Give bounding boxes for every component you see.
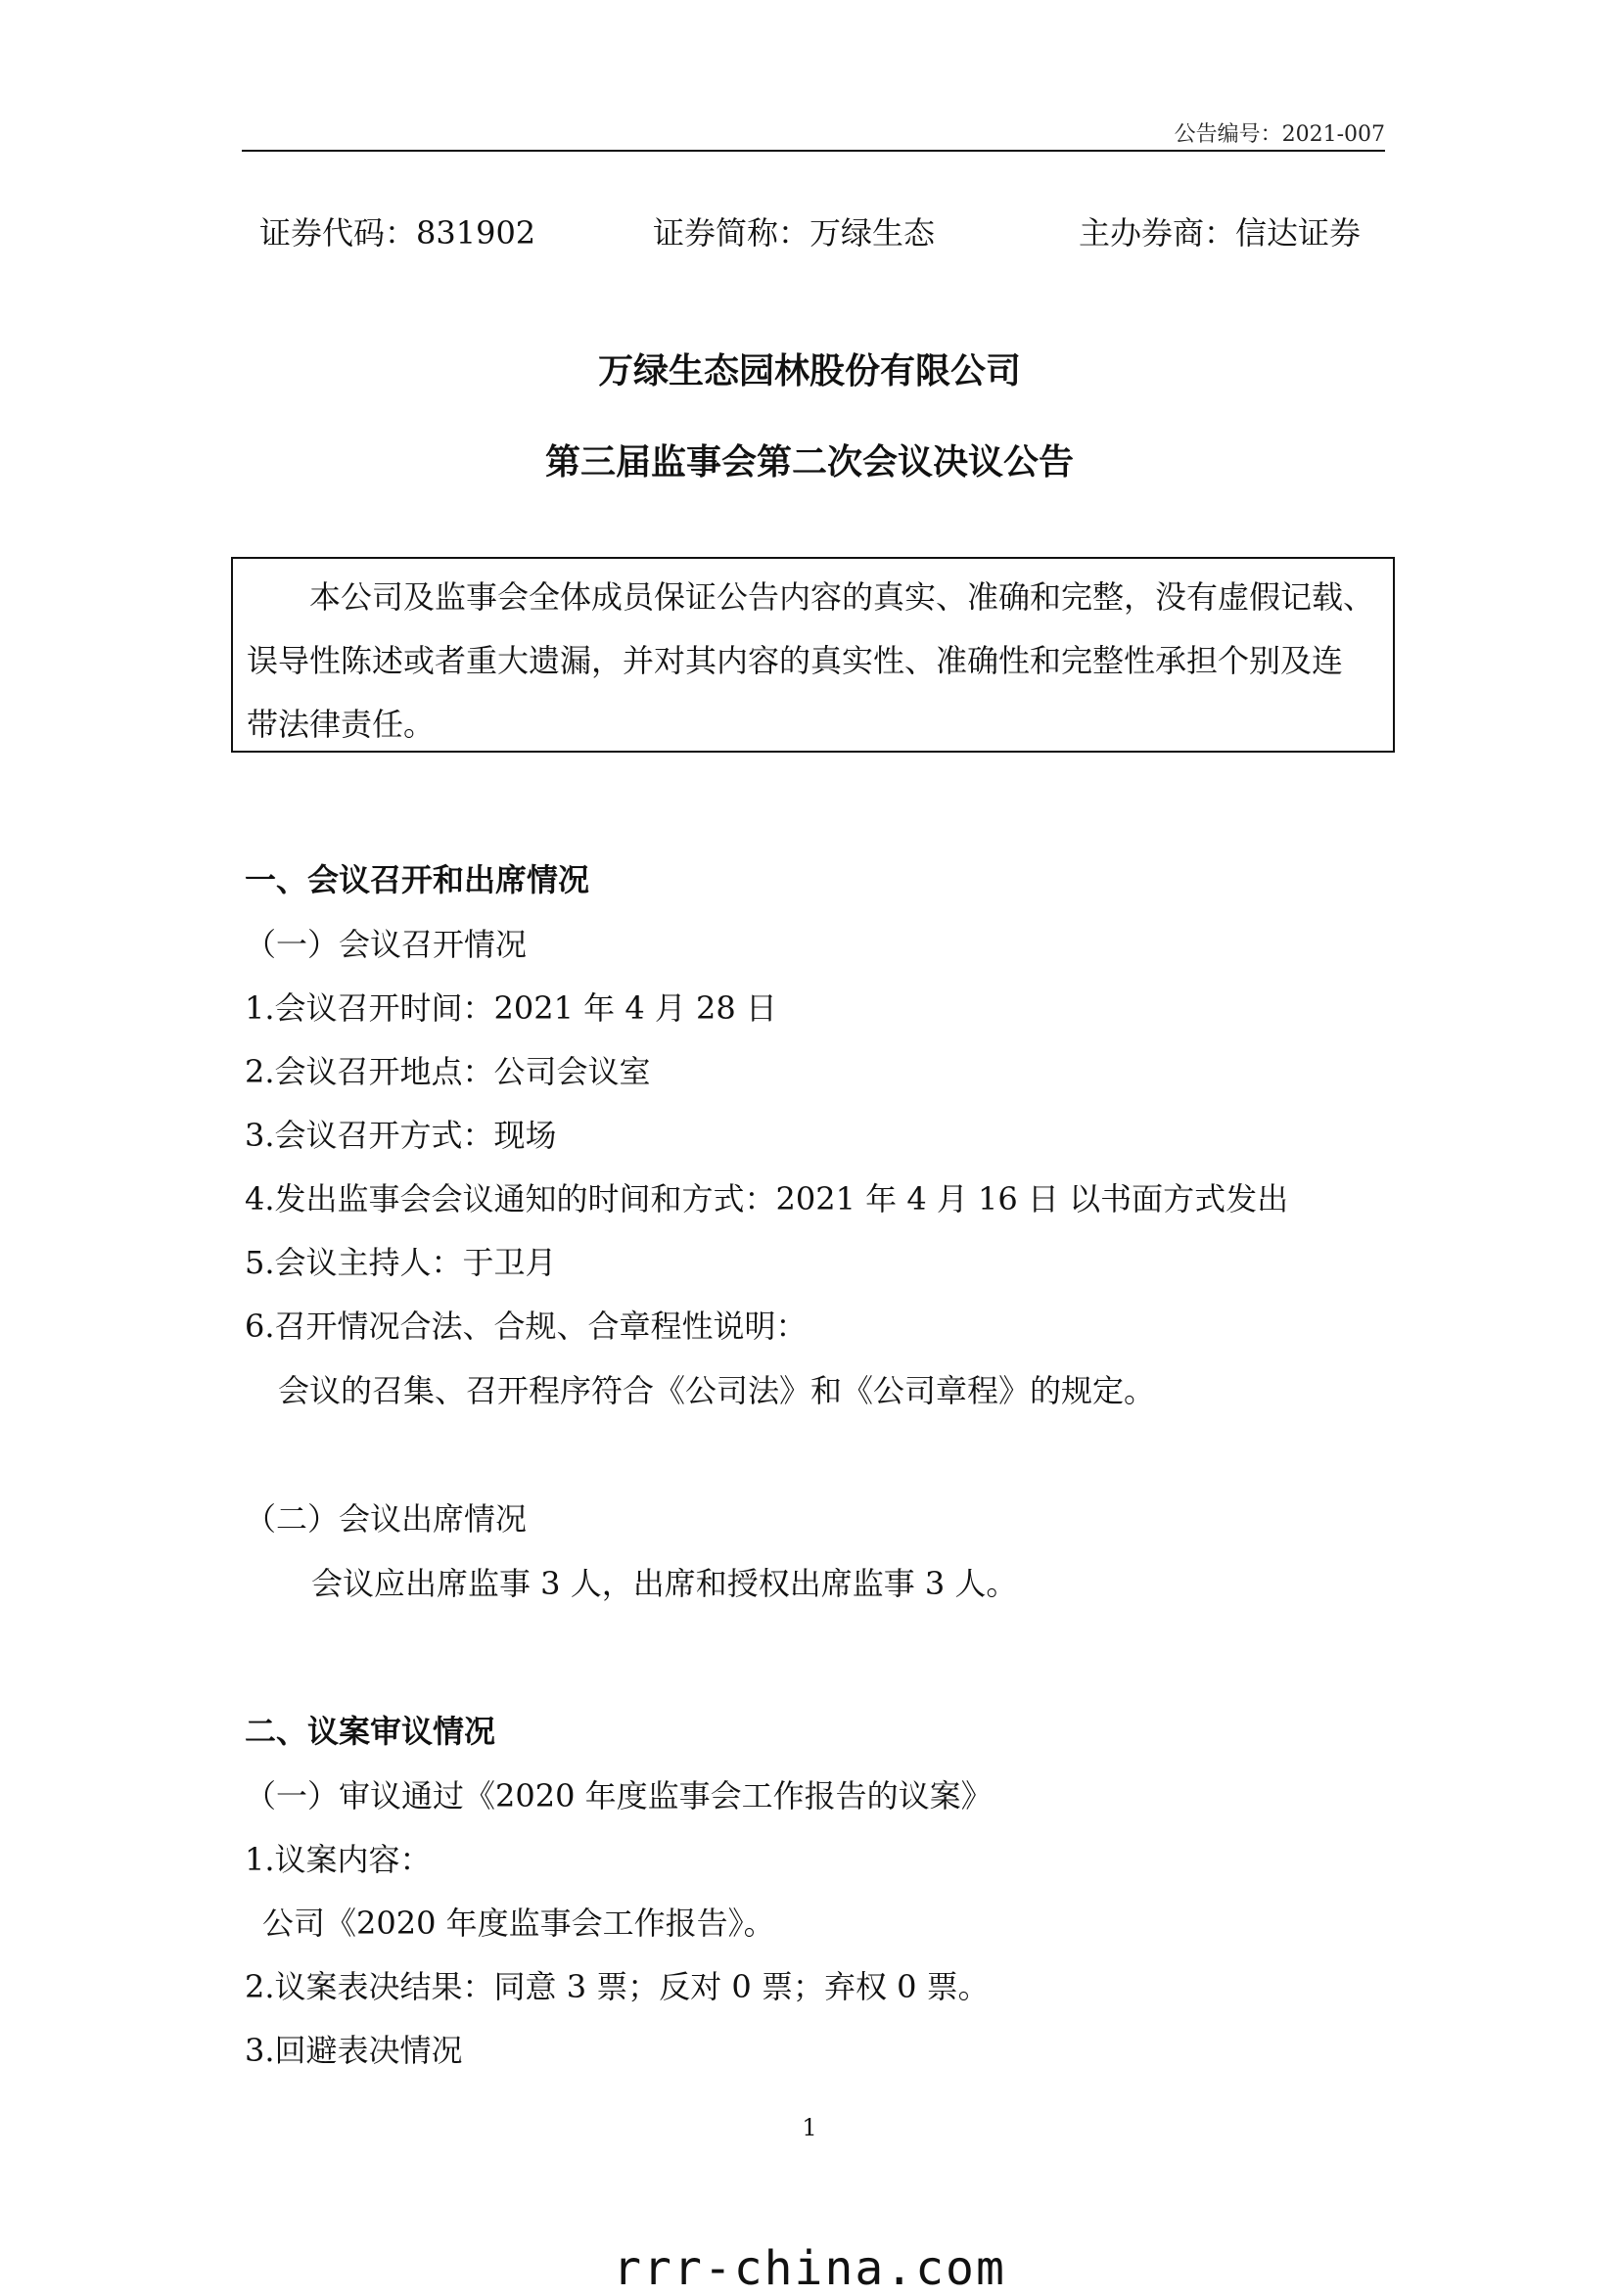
list-item: 2.会议召开地点：公司会议室 — [245, 1053, 651, 1090]
list-item: 3.回避表决情况 — [245, 2032, 463, 2069]
list-item: 6.召开情况合法、合规、合章程性说明： — [245, 1308, 808, 1345]
notice-line: 本公司及监事会全体成员保证公告内容的真实、准确和完整，没有虚假记载、 — [247, 578, 1375, 616]
section1-heading: 一、会议召开和出席情况 — [245, 861, 590, 898]
section2-sub1: （一）审议通过《2020 年度监事会工作报告的议案》 — [245, 1777, 993, 1814]
page-number: 1 — [802, 2114, 817, 2141]
announcement-title: 第三届监事会第二次会议决议公告 — [544, 441, 1074, 482]
header-rule — [242, 150, 1385, 152]
security-code: 证券代码：831902 — [259, 214, 536, 252]
section1-sub2: （二）会议出席情况 — [245, 1500, 528, 1538]
list-item: 5.会议主持人：于卫月 — [245, 1244, 557, 1281]
list-item: 1.会议召开时间：2021 年 4 月 28 日 — [245, 989, 777, 1027]
announcement-number: 公告编号：2021-007 — [1174, 122, 1385, 147]
watermark: rrr-china.com — [613, 2241, 1006, 2296]
sponsor-broker: 主办券商：信达证券 — [1079, 214, 1362, 252]
company-title: 万绿生态园林股份有限公司 — [597, 350, 1021, 391]
list-item: 2.议案表决结果：同意 3 票；反对 0 票；弃权 0 票。 — [245, 1968, 990, 2005]
compliance-statement: 会议的召集、召开程序符合《公司法》和《公司章程》的规定。 — [278, 1372, 1156, 1409]
notice-line: 带法律责任。 — [247, 706, 436, 743]
list-item: 4.发出监事会会议通知的时间和方式：2021 年 4 月 16 日 以书面方式发出 — [245, 1180, 1289, 1217]
section1-sub1: （一）会议召开情况 — [245, 926, 528, 963]
list-item: 1.议案内容： — [245, 1841, 432, 1878]
proposal-content: 公司《2020 年度监事会工作报告》。 — [262, 1905, 775, 1942]
section2-heading: 二、议案审议情况 — [245, 1713, 496, 1750]
attendance-statement: 会议应出席监事 3 人，出席和授权出席监事 3 人。 — [311, 1565, 1018, 1602]
security-short-name: 证券简称：万绿生态 — [653, 214, 936, 252]
list-item: 3.会议召开方式：现场 — [245, 1117, 557, 1154]
notice-line: 误导性陈述或者重大遗漏，并对其内容的真实性、准确性和完整性承担个别及连 — [247, 642, 1344, 679]
